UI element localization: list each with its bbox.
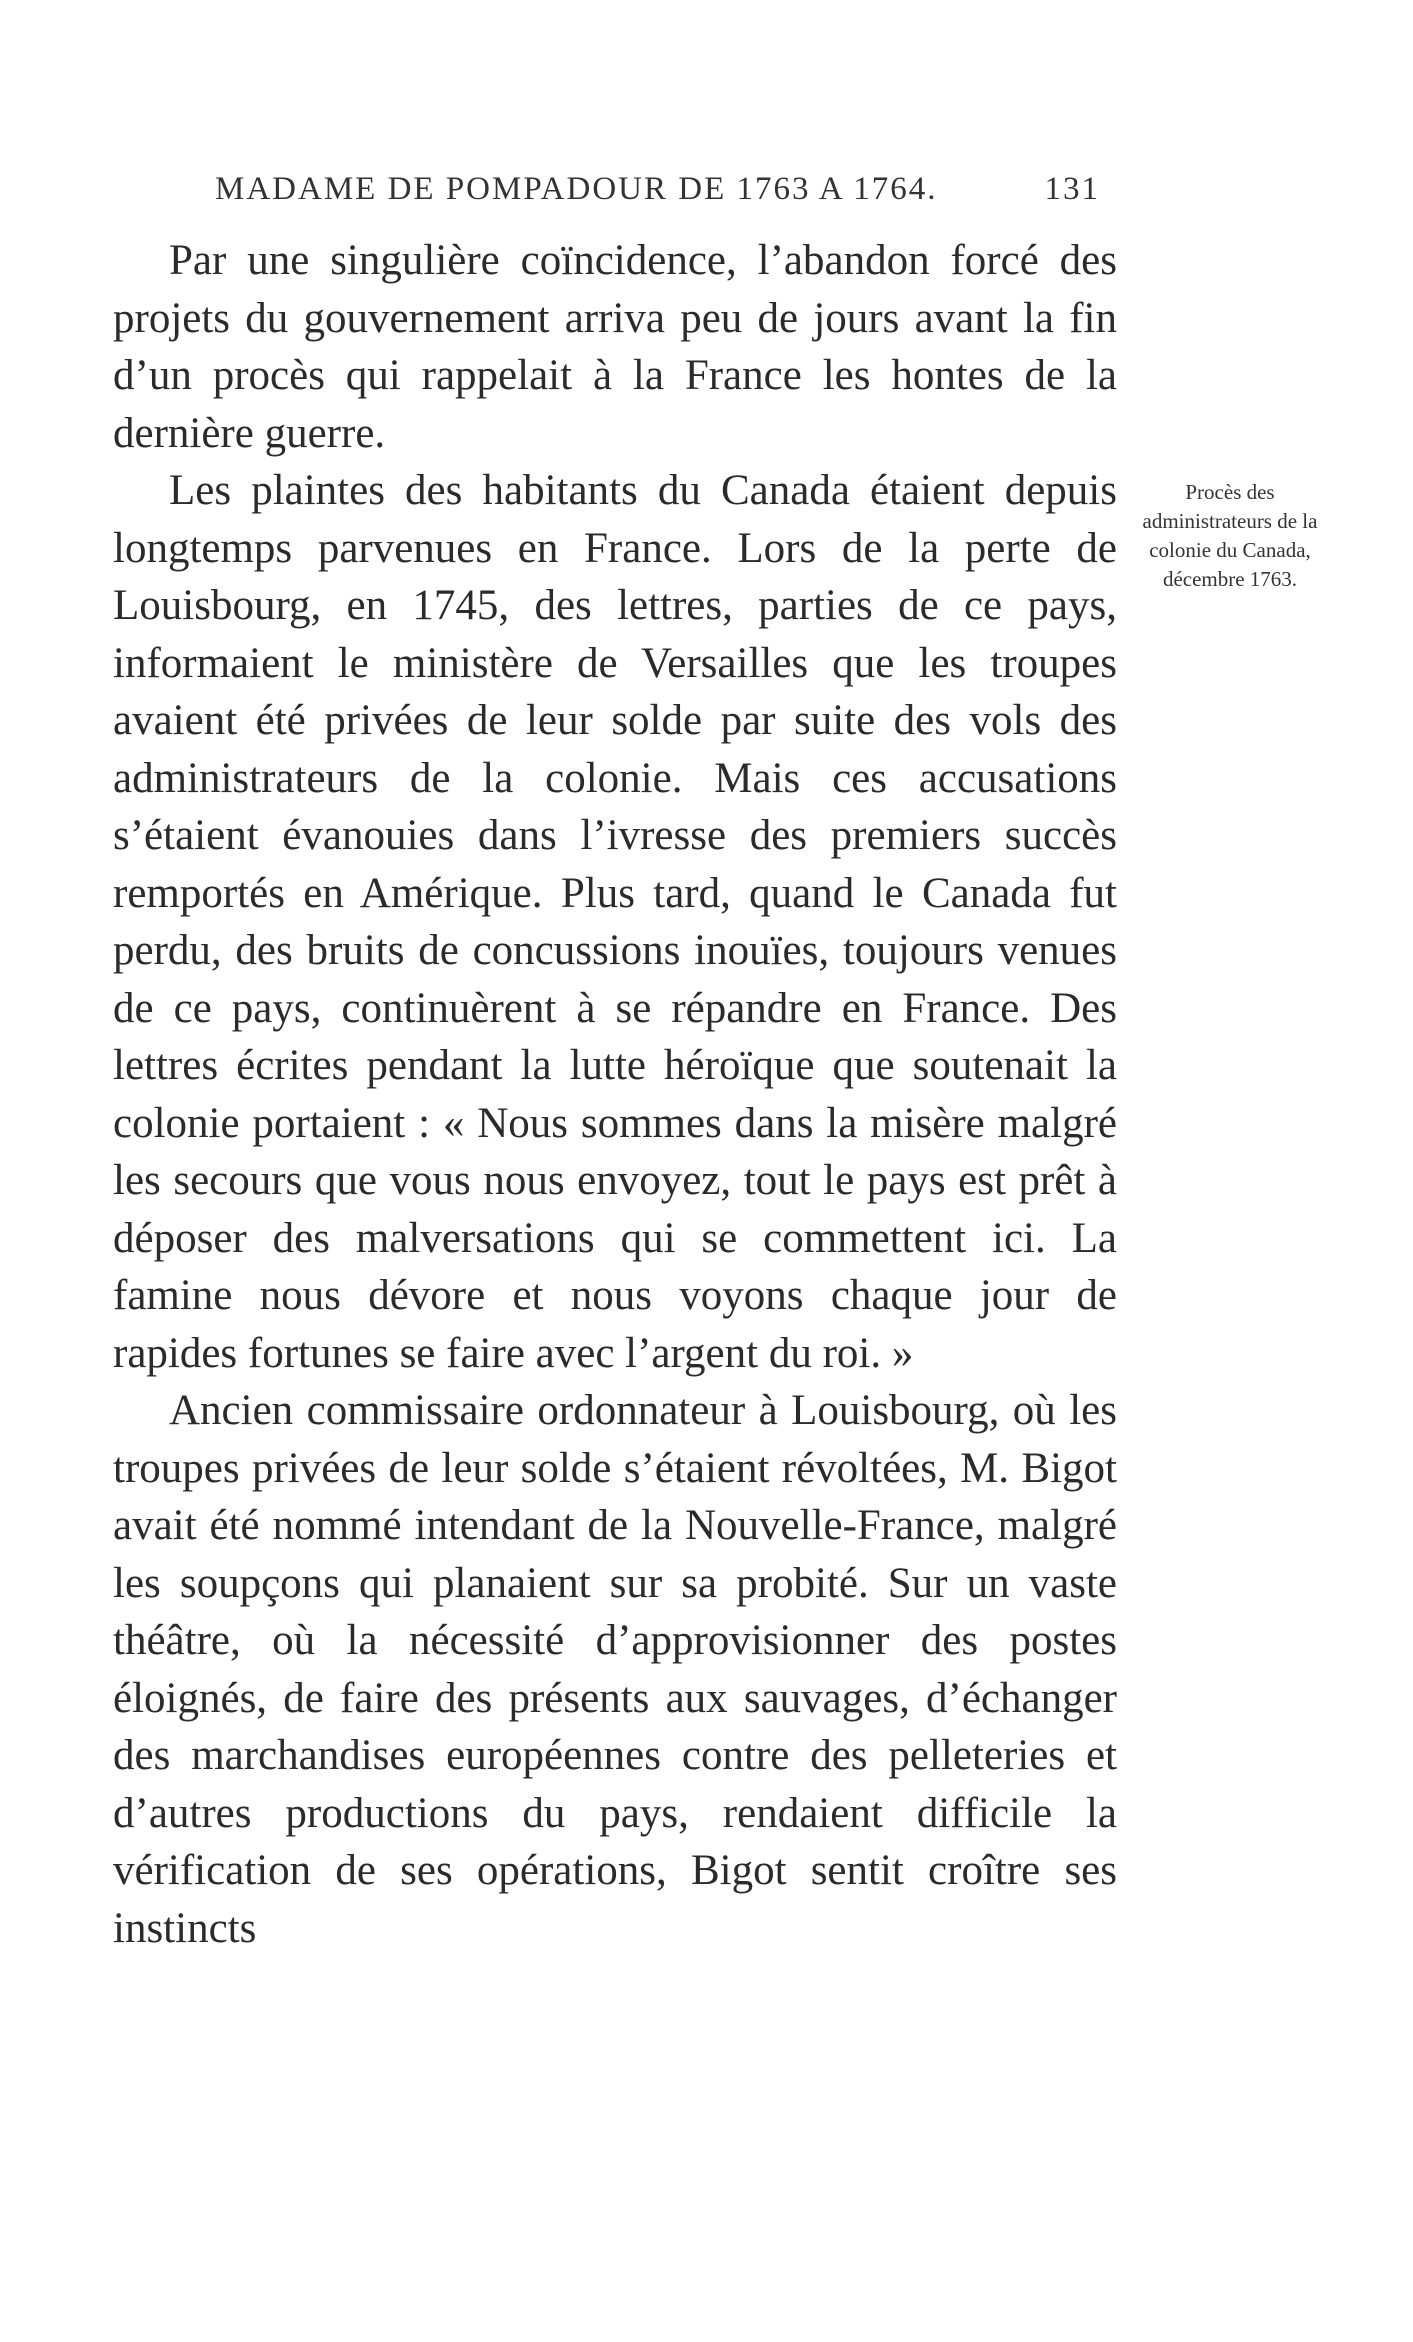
body-text: [113, 232, 1117, 1957]
running-header: [170, 171, 1120, 211]
paragraph-2: Les plaintes des habitants du Canada étaient depuis longtemps parvenues en France. Lors de la perte de Louisbourg, en 1745, des lettres, parties de ce pays, informaient le ministère de Versailles que les troupes avaient été privées de leur solde par suite des vols des administrateurs de la colonie. Mais ces accusations s’étaient évanouies dans l’ivresse des premiers succès remportés en Amérique. Plus tard, quand le Canada fut perdu, des bruits de concussions inouïes, toujours venues de ce pays, continuèrent à se répandre en France. Des lettres écrites pendant la lutte héroïque que soutenait la colonie portaient : « Nous sommes dans la misère malgré les secours que vous nous envoyez, tout le pays est prêt à déposer des malversations qui se commettent ici. La famine nous dévore et nous voyons chaque jour de rapides fortunes se faire avec l’argent du roi. »: [113, 467, 1117, 1377]
paragraph-3: Ancien commissaire ordonnateur à Louisbourg, où les troupes privées de leur solde s’étaient révoltées, M. Bigot avait été nommé intendant de la Nouvelle-France, malgré les soupçons qui planaient sur sa probité. Sur un vaste théâtre, où la nécessité d’approvisionner des postes éloignés, de faire des présents aux sauvages, d’échanger des marchandises européennes contre des pelleteries et d’autres productions du pays, rendaient difficile la vérification de ses opérations, Bigot sentit croître ses instincts: [113, 1387, 1117, 1952]
paragraph-1: Par une singulière coïncidence, l’abandon forcé des projets du gouvernement arriva peu de jours avant la fin d’un procès qui rappelait à la France les hontes de la dernière guerre.: [113, 237, 1117, 457]
running-title: MADAME DE POMPADOUR DE 1763 A 1764.: [215, 171, 938, 207]
margin-note: Procès des administrateurs de la colonie du Canada, décembre 1763.: [1142, 480, 1318, 591]
page-number: 131: [1044, 171, 1100, 207]
